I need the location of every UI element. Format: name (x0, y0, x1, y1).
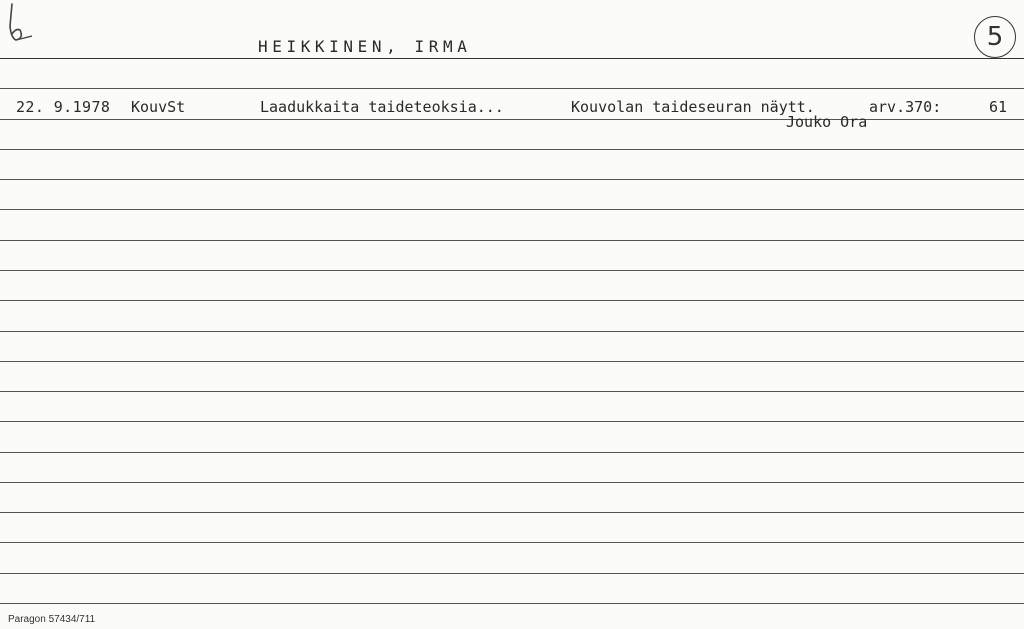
handwritten-mark-icon (4, 2, 32, 46)
ruled-line (0, 209, 1024, 210)
ruled-line (0, 391, 1024, 392)
ruled-line (0, 300, 1024, 301)
entry-review: arv.370: (869, 98, 942, 116)
ruled-line (0, 179, 1024, 180)
ruled-line (0, 542, 1024, 543)
ruled-line (0, 421, 1024, 422)
entry-description: Kouvolan taideseuran näytt. (571, 98, 815, 116)
ruled-line (0, 119, 1024, 120)
ruled-line (0, 482, 1024, 483)
card-name: HEIKKINEN, IRMA (258, 37, 472, 56)
card-number-badge: 5 (974, 16, 1016, 58)
entry-title: Laadukkaita taideteoksia... (260, 98, 504, 116)
ruled-line (0, 603, 1024, 604)
ruled-line (0, 58, 1024, 59)
ruled-line (0, 512, 1024, 513)
entry-source: KouvSt (131, 98, 186, 116)
ruled-line (0, 452, 1024, 453)
ruled-line (0, 149, 1024, 150)
entry-author: Jouko Ora (786, 113, 868, 131)
ruled-line (0, 573, 1024, 574)
ruled-line (0, 270, 1024, 271)
ruled-line (0, 331, 1024, 332)
entry-date: 22. 9.1978 (16, 98, 111, 116)
ruled-line (0, 240, 1024, 241)
printer-imprint: Paragon 57434/711 (8, 614, 96, 625)
entry-page: 61 (989, 98, 1008, 116)
ruled-line (0, 88, 1024, 89)
ruled-line (0, 361, 1024, 362)
